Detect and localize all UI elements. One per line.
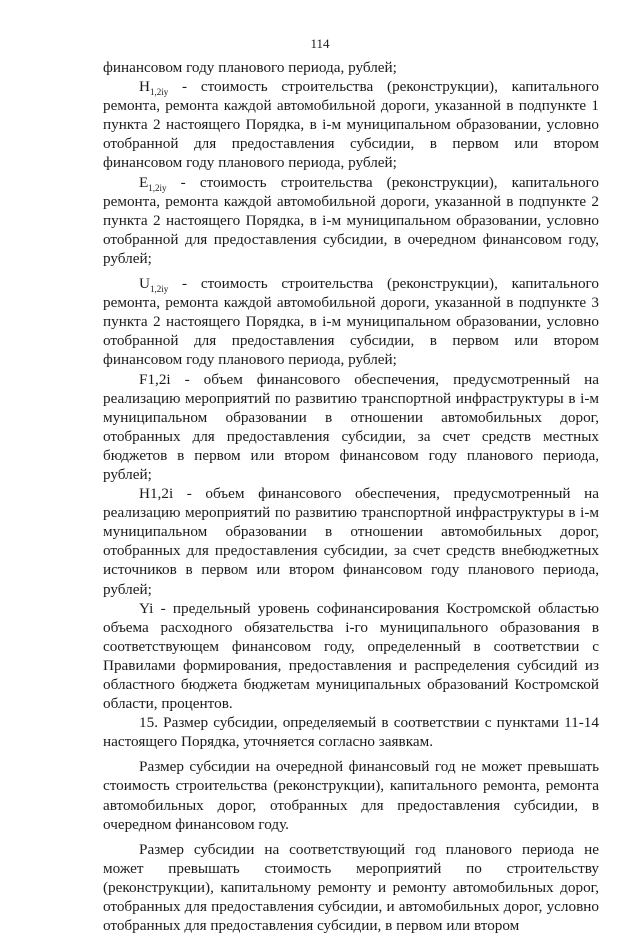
paragraph-continuation bbox=[103, 58, 599, 77]
definition-h-1-2iy bbox=[103, 77, 599, 172]
definition-u-1-2iy bbox=[103, 274, 599, 369]
paragraph-text: 15. Размер субсидии, определяемый в соответствии с пунктами 11-14 настоящего Порядка, уточняется согласно заявкам. bbox=[103, 714, 599, 751]
definition-f-1-2i bbox=[103, 370, 599, 485]
formula-subscript: 1,2iy bbox=[148, 182, 167, 193]
paragraph-text: - стоимость строительства (реконструкции), капитального ремонта, ремонта каждой автомобильной дороги, указанной в подпункте 1 пункта 2 настоящего Порядка, в i-м муниципальном образовании, условно отобранной для предоставления субсидии, в первом или втором финансовом году планового периода, рублей; bbox=[103, 78, 599, 172]
paragraph-text: H1,2i - объем финансового обеспечения, предусмотренный на реализацию мероприятий по развитию транспортной инфраструктуры в i-м муниципальном образовании в отношении автомобильных дорог, отобранных для предоставления субсидии, за счет средств внебюджетных источников в первом или втором финансовом году планового периода, рублей; bbox=[103, 485, 599, 598]
document-body bbox=[103, 58, 599, 935]
paragraph-text: Размер субсидии на соответствующий год планового периода не может превышать стоимость мероприятий по строительству (реконструкции), капитальному ремонту и ремонту автомобильных дорог, отобранных для предоставления субсидии, и автомобильных дорог, условно отобранных для предоставления субсидии, в первом или втором bbox=[103, 840, 599, 935]
formula-symbol: $E_{1,2iy}$ bbox=[139, 173, 167, 193]
paragraph-text: - стоимость строительства (реконструкции), капитального ремонта, ремонта каждой автомобильной дороги, указанной в подпункте 3 пункта 2 настоящего Порядка, в i-м муниципальном образовании, условно отобранной для предоставления субсидии, в первом или втором финансовом году планового периода, рублей; bbox=[103, 275, 599, 369]
page-number: 114 bbox=[310, 36, 330, 51]
subsidy-limit-planning-period bbox=[103, 840, 599, 935]
paragraph-text: F1,2i - объем финансового обеспечения, предусмотренный на реализацию мероприятий по развитию транспортной инфраструктуры в i-м муниципальном образовании в отношении автомобильных дорог, отобранных для предоставления субсидии, за счет средств местных бюджетов в первом или втором финансовом году планового периода, рублей; bbox=[103, 370, 599, 483]
formula-subscript: 1,2iy bbox=[149, 284, 169, 295]
clause-15 bbox=[103, 713, 599, 751]
formula-subscript: 1,2iy bbox=[149, 87, 169, 98]
formula-symbol: $U_{1,2iy}$ bbox=[139, 275, 169, 295]
definition-e-1-2iy bbox=[103, 173, 599, 268]
definition-yi bbox=[103, 599, 599, 714]
paragraph-text: - стоимость строительства (реконструкции), капитального ремонта, ремонта каждой автомобильной дороги, указанной в подпункте 2 пункта 2 настоящего Порядка, в i-м муниципальном образовании, условно отобранной для предоставления субсидии, в очередном финансовом году, рублей; bbox=[103, 173, 599, 267]
definition-h-1-2i bbox=[103, 484, 599, 599]
paragraph-text: финансовом году планового периода, рублей; bbox=[103, 59, 397, 76]
subsidy-limit-current-year bbox=[103, 757, 599, 833]
paragraph-text: Yi - предельный уровень софинансирования Костромской областью объема расходного обязательства i-го муниципального образования в соответствующем финансовом году, определенный в соответствии с Правилами формирования, предоставления и распределения субсидий из областного бюджета бюджетам муниципальных образований Костромской области, процентов. bbox=[103, 599, 599, 713]
paragraph-text: Размер субсидии на очередной финансовый год не может превышать стоимость строительства (реконструкции), капитального ремонта, ремонта автомобильных дорог, отобранных для предоставления субсидии, в очередном финансовом году. bbox=[103, 758, 599, 833]
formula-symbol: $H_{1,2iy}$ bbox=[139, 78, 169, 98]
